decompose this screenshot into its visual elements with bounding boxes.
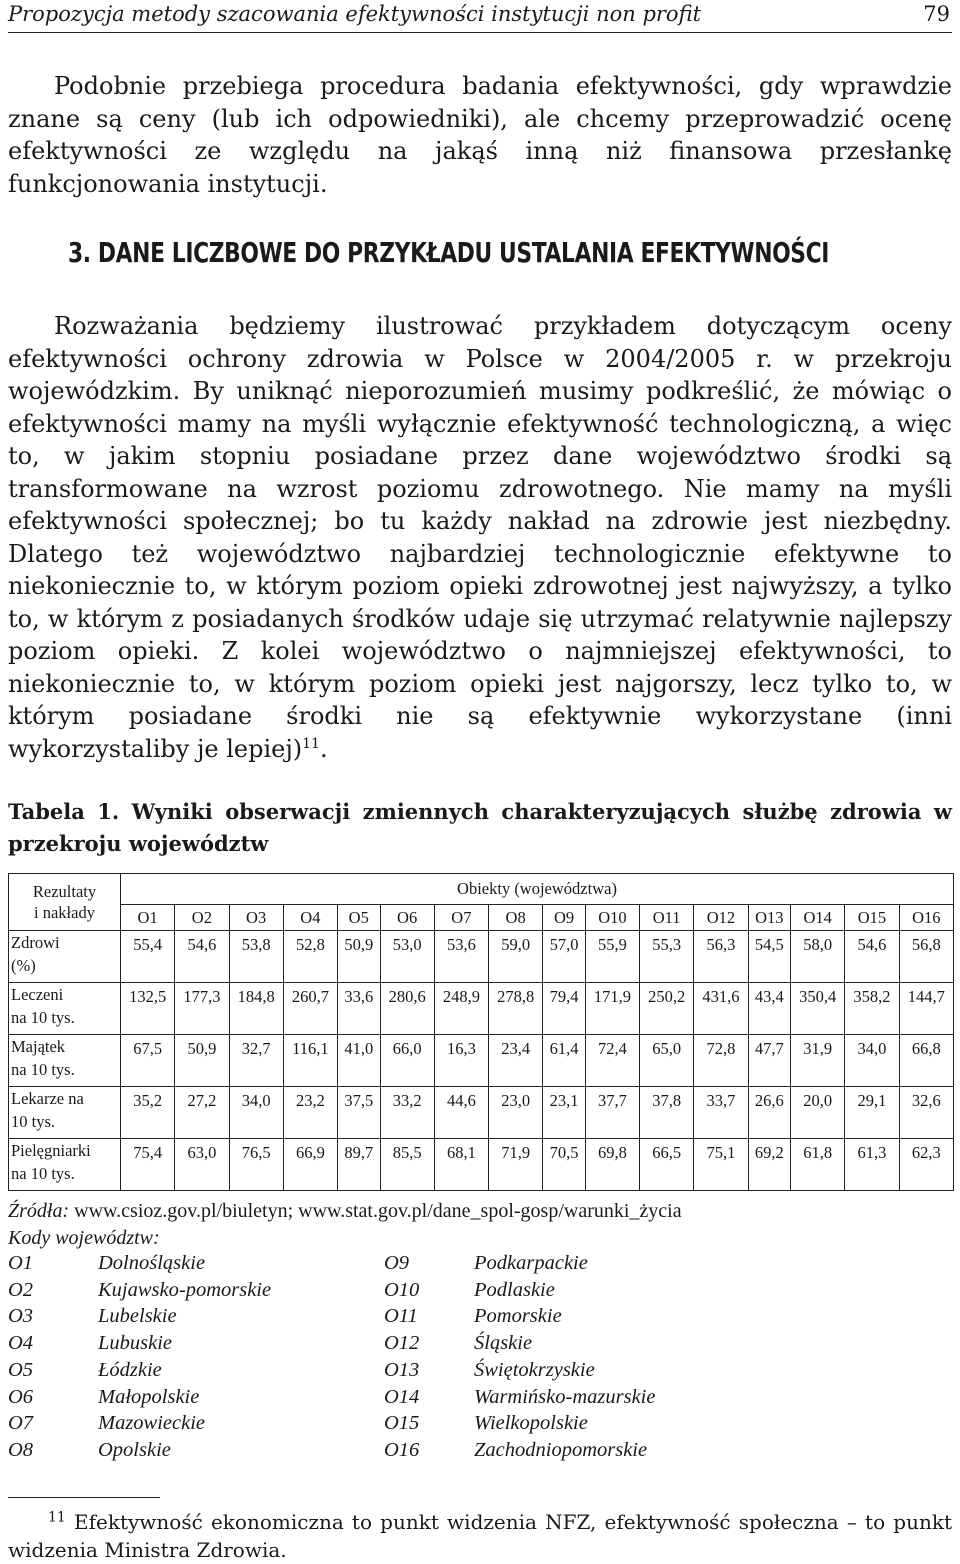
table-caption: Tabela 1. Wyniki obserwacji zmiennych charakteryzujących służbę zdrowia w przekroju województw (8, 799, 952, 856)
sources-text: www.csioz.gov.pl/biuletyn; www.stat.gov.pl/dane_spol-gosp/warunki_życia (69, 1200, 682, 1222)
code-id: O3 (8, 1305, 34, 1328)
table-cell: 53,6 (434, 931, 488, 983)
table-cell: 23,0 (489, 1087, 543, 1139)
table-cell: 32,6 (899, 1087, 953, 1139)
table-cell: 26,6 (748, 1087, 791, 1139)
sources-line (8, 1200, 682, 1223)
column-header: O3 (229, 905, 283, 931)
table-cell: 55,9 (585, 931, 639, 983)
row-label-line1: Zdrowi (11, 933, 60, 952)
table-row (9, 983, 954, 1035)
footnote-reference: 11 (302, 735, 320, 752)
table-cell: 32,7 (229, 1035, 283, 1087)
footnote-number: 11 (48, 1509, 66, 1526)
code-name: Lubuskie (98, 1332, 173, 1355)
table-cell: 184,8 (229, 983, 283, 1035)
code-name: Mazowieckie (98, 1412, 206, 1435)
table-cell: 66,5 (640, 1139, 694, 1191)
body-paragraph-end: . (319, 734, 328, 763)
table-cell: 89,7 (338, 1139, 381, 1191)
table-cell: 23,2 (283, 1087, 337, 1139)
table-cell: 61,8 (791, 1139, 845, 1191)
table-column-header-row (9, 905, 954, 931)
table-body (9, 931, 954, 1191)
code-id: O4 (8, 1332, 34, 1355)
table-cell: 41,0 (338, 1035, 381, 1087)
code-name: Śląskie (474, 1332, 533, 1355)
code-id: O8 (8, 1438, 34, 1461)
table-cell: 65,0 (640, 1035, 694, 1087)
page-number: 79 (923, 2, 950, 26)
table-cell: 431,6 (694, 983, 748, 1035)
code-name: Warmińsko-mazurskie (474, 1385, 656, 1408)
table-cell: 59,0 (489, 931, 543, 983)
code-id: O15 (384, 1412, 420, 1435)
code-id: O13 (384, 1358, 420, 1381)
code-name: Wielkopolskie (474, 1412, 588, 1435)
row-label (9, 931, 121, 983)
table-cell: 52,8 (283, 931, 337, 983)
row-label (9, 1087, 121, 1139)
table-cell: 57,0 (543, 931, 586, 983)
table-cell: 72,8 (694, 1035, 748, 1087)
table-cell: 56,8 (899, 931, 953, 983)
table-cell: 66,8 (899, 1035, 953, 1087)
row-label-line2: na 10 tys. (11, 1060, 75, 1079)
table-cell: 85,5 (380, 1139, 434, 1191)
code-name: Lubelskie (98, 1305, 177, 1328)
table-cell: 37,5 (338, 1087, 381, 1139)
body-paragraph-main: Rozważania będziemy ilustrować przykładem dotyczącym oceny efektywności ochrony zdrowia w Polsce w 2004/2005 r. w przekroju wojewódzkim. By uniknąć nieporozumień musimy podkreślić, że mówiąc o efektywności mamy na myśli wyłącznie efektywność technologiczną, a więc to, w jakim stopniu posiadane przez dane województwo środki są transformowane na wzrost poziomu zdrowotnego. Nie mamy na myśli efektywności społecznej; bo tu każdy nakład na zdrowie jest niezbędny. Dlatego też województwo najbardziej technologicznie efektywne to niekoniecznie to, w którym poziom opieki zdrowotnej jest najwyższy, a tylko to, w którym z posiadanych środków udaje się utrzymać relatywnie najlepszy poziom opieki. Z kolei województwo o najmniejszej efektywności, to niekoniecznie to, w którym poziom opieki jest najgorszy, lecz tylko to, w którym posiadane środki nie są efektywnie wykorzystane (inni wykorzystaliby je lepiej) (8, 312, 952, 763)
table-cell: 47,7 (748, 1035, 791, 1087)
code-id: O11 (384, 1305, 418, 1328)
table-cell: 61,3 (845, 1139, 899, 1191)
code-name: Świętokrzyskie (474, 1358, 595, 1381)
row-label-line1: Majątek (11, 1037, 66, 1056)
table-cell: 27,2 (175, 1087, 229, 1139)
code-id: O7 (8, 1412, 34, 1435)
table-cell: 69,2 (748, 1139, 791, 1191)
table-cell: 278,8 (489, 983, 543, 1035)
table-cell: 177,3 (175, 983, 229, 1035)
running-header (8, 2, 952, 33)
table-cell: 61,4 (543, 1035, 586, 1087)
table-cell: 33,7 (694, 1087, 748, 1139)
table-cell: 171,9 (585, 983, 639, 1035)
code-id: O2 (8, 1278, 34, 1301)
table-cell: 71,9 (489, 1139, 543, 1191)
table-cell: 50,9 (338, 931, 381, 983)
table-cell: 23,4 (489, 1035, 543, 1087)
intro-paragraph (8, 70, 952, 200)
code-name: Podkarpackie (474, 1252, 588, 1274)
code-id: O16 (384, 1438, 420, 1461)
intro-paragraph-text: Podobnie przebiega procedura badania efektywności, gdy wprawdzie znane są ceny (lub ich odpowiedniki), ale chcemy przeprowadzić ocenę efektywności ze względu na jakąś inną niż finansowa przesłankę funkcjonowania instytucji. (8, 72, 952, 198)
code-id: O10 (384, 1278, 420, 1301)
sources-label: Źródła: (8, 1200, 70, 1222)
column-header: O12 (694, 905, 748, 931)
footnote-divider (8, 1497, 160, 1498)
column-header: O5 (338, 905, 381, 931)
table-cell: 280,6 (380, 983, 434, 1035)
table-cell: 79,4 (543, 983, 586, 1035)
row-label (9, 1139, 121, 1191)
table-cell: 66,0 (380, 1035, 434, 1087)
table-group-header: Obiekty (województwa) (121, 874, 954, 905)
code-id: O1 (8, 1252, 34, 1274)
table-cell: 34,0 (845, 1035, 899, 1087)
table-cell: 55,4 (121, 931, 175, 983)
table-cell: 72,4 (585, 1035, 639, 1087)
code-name: Dolnośląskie (98, 1252, 206, 1274)
column-header: O2 (175, 905, 229, 931)
corner-label-line2: i nakłady (34, 903, 95, 922)
table-cell: 37,8 (640, 1087, 694, 1139)
code-name: Opolskie (98, 1438, 171, 1461)
table-cell: 58,0 (791, 931, 845, 983)
table-cell: 37,7 (585, 1087, 639, 1139)
table-corner-label (9, 874, 121, 931)
code-name: Kujawsko-pomorskie (98, 1278, 272, 1301)
code-id: O9 (384, 1252, 410, 1274)
table-cell: 54,5 (748, 931, 791, 983)
table-cell: 29,1 (845, 1087, 899, 1139)
column-header: O8 (489, 905, 543, 931)
table-cell: 260,7 (283, 983, 337, 1035)
table-cell: 67,5 (121, 1035, 175, 1087)
table-cell: 76,5 (229, 1139, 283, 1191)
table-cell: 20,0 (791, 1087, 845, 1139)
table-cell: 50,9 (175, 1035, 229, 1087)
column-header: O4 (283, 905, 337, 931)
code-id: O6 (8, 1385, 34, 1408)
data-table (8, 873, 954, 1191)
column-header: O1 (121, 905, 175, 931)
table-row (9, 1139, 954, 1191)
corner-label-line1: Rezultaty (32, 882, 97, 901)
table-cell: 63,0 (175, 1139, 229, 1191)
table-cell: 54,6 (175, 931, 229, 983)
table-cell: 116,1 (283, 1035, 337, 1087)
code-name: Pomorskie (474, 1305, 562, 1328)
table-cell: 132,5 (121, 983, 175, 1035)
column-header: O9 (543, 905, 586, 931)
column-header: O6 (380, 905, 434, 931)
codes-title: Kody województw: (8, 1227, 160, 1249)
table-cell: 33,2 (380, 1087, 434, 1139)
footnote-text (8, 1508, 952, 1564)
table-cell: 70,5 (543, 1139, 586, 1191)
table-cell: 34,0 (229, 1087, 283, 1139)
table-row (9, 1087, 954, 1139)
code-id: O12 (384, 1332, 420, 1355)
table-cell: 75,4 (121, 1139, 175, 1191)
code-name: Zachodniopomorskie (474, 1438, 648, 1461)
row-label-line2: (%) (11, 956, 36, 975)
table-cell: 35,2 (121, 1087, 175, 1139)
table-row (9, 931, 954, 983)
table-cell: 55,3 (640, 931, 694, 983)
table-cell: 68,1 (434, 1139, 488, 1191)
row-label-line2: na 10 tys. (11, 1008, 75, 1027)
code-name: Łódzkie (98, 1358, 162, 1381)
table-cell: 56,3 (694, 931, 748, 983)
table-cell: 69,8 (585, 1139, 639, 1191)
row-label-line1: Lekarze na (11, 1089, 84, 1108)
column-header: O14 (791, 905, 845, 931)
table-cell: 248,9 (434, 983, 488, 1035)
table-cell: 53,8 (229, 931, 283, 983)
body-paragraph (8, 310, 952, 765)
code-name: Małopolskie (98, 1385, 200, 1408)
table-cell: 16,3 (434, 1035, 488, 1087)
table-cell: 23,1 (543, 1087, 586, 1139)
body-paragraph-text (8, 310, 952, 765)
row-label-line2: 10 tys. (11, 1112, 56, 1131)
column-header: O10 (585, 905, 639, 931)
code-id: O14 (384, 1385, 420, 1408)
code-id: O5 (8, 1358, 34, 1381)
column-header: O15 (845, 905, 899, 931)
row-label (9, 983, 121, 1035)
table-cell: 31,9 (791, 1035, 845, 1087)
footnote-body: Efektywność ekonomiczna to punkt widzenia NFZ, efektywność społeczna – to punkt widzenia Ministra Zdrowia. (8, 1510, 952, 1562)
table-header-row (9, 874, 954, 905)
table-cell: 53,0 (380, 931, 434, 983)
data-table-wrapper (8, 873, 954, 1191)
row-label-line1: Pielęgniarki (11, 1141, 91, 1160)
table-cell: 350,4 (791, 983, 845, 1035)
table-cell: 144,7 (899, 983, 953, 1035)
header-title: Propozycja metody szacowania efektywności instytucji non profit (8, 2, 702, 26)
row-label (9, 1035, 121, 1087)
table-cell: 44,6 (434, 1087, 488, 1139)
code-name: Podlaskie (474, 1278, 555, 1301)
table-cell: 250,2 (640, 983, 694, 1035)
table-cell: 54,6 (845, 931, 899, 983)
table-cell: 358,2 (845, 983, 899, 1035)
row-label-line2: na 10 tys. (11, 1164, 75, 1183)
table-cell: 66,9 (283, 1139, 337, 1191)
column-header: O11 (640, 905, 694, 931)
column-header: O7 (434, 905, 488, 931)
column-header: O13 (748, 905, 791, 931)
column-header: O16 (899, 905, 953, 931)
row-label-line1: Leczeni (11, 985, 64, 1004)
table-cell: 33,6 (338, 983, 381, 1035)
table-cell: 43,4 (748, 983, 791, 1035)
footnote (8, 1508, 952, 1564)
table-row (9, 1035, 954, 1087)
table-cell: 62,3 (899, 1139, 953, 1191)
table-cell: 75,1 (694, 1139, 748, 1191)
section-heading: 3. DANE LICZBOWE DO PRZYKŁADU USTALANIA EFEKTYWNOŚCI (68, 236, 829, 269)
